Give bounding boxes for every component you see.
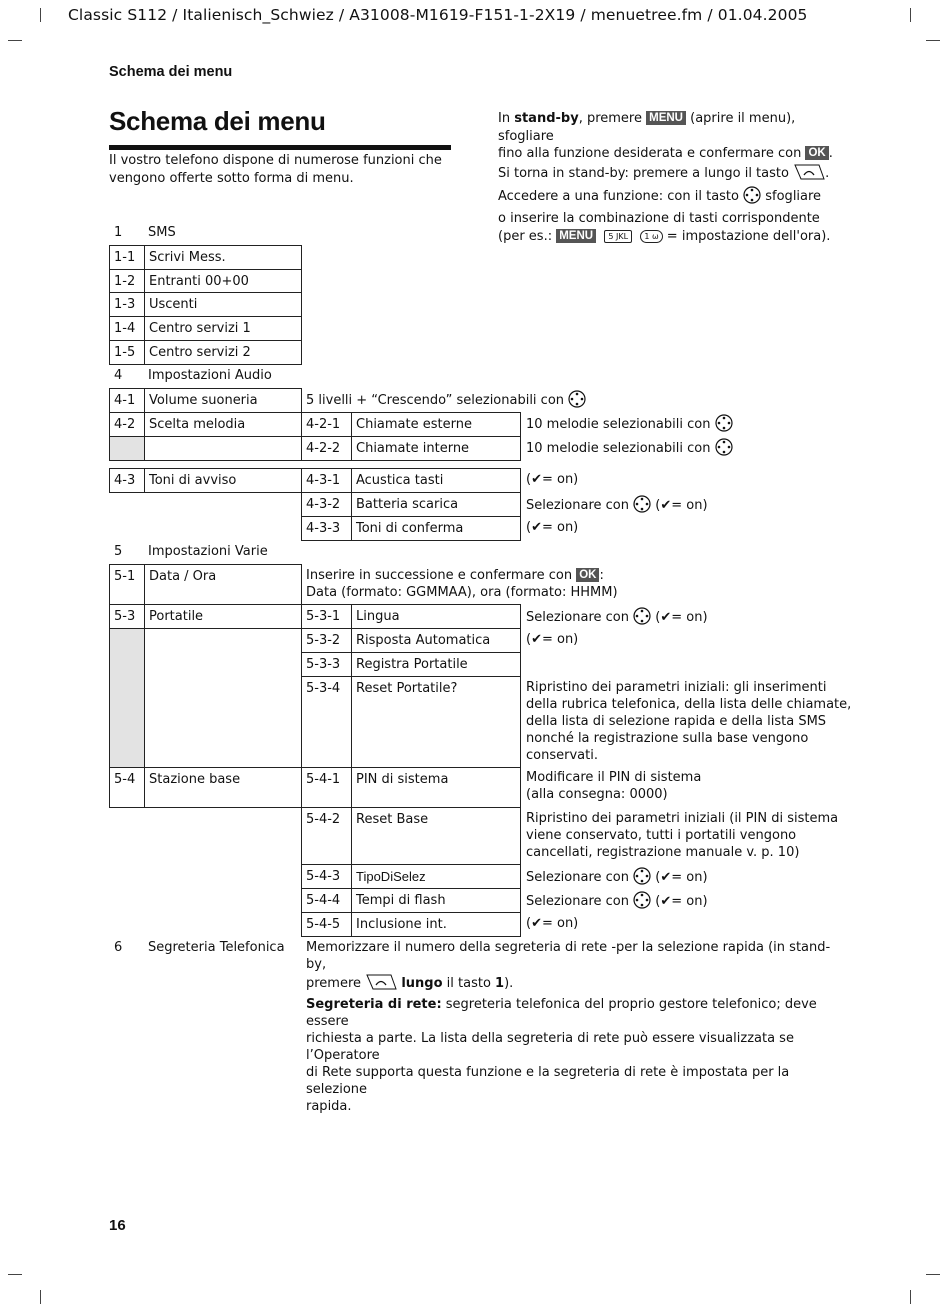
menu-number: 5-1 <box>109 564 145 605</box>
menu-item: Uscenti <box>144 292 302 317</box>
menu-number: 4 <box>114 368 123 383</box>
menu-number: 4-3-1 <box>301 468 352 493</box>
navigation-key-icon <box>568 390 586 413</box>
menu-item: Risposta Automatica <box>351 628 521 653</box>
menu-item: Batteria scarica <box>351 492 521 517</box>
menu-number: 5-3-3 <box>301 652 352 677</box>
menu-item: Portatile <box>144 604 302 629</box>
menu-number: 5-4-2 <box>301 807 352 865</box>
menu-item: Toni di avviso <box>144 468 302 493</box>
menu-number: 1-5 <box>109 340 145 365</box>
end-call-key-icon <box>793 163 825 187</box>
menu-item: Data / Ora <box>144 564 302 605</box>
navigation-key-icon <box>715 438 733 461</box>
navigation-key-icon <box>633 867 651 890</box>
menu-item: Chiamate esterne <box>351 412 521 437</box>
page-number: 16 <box>109 1217 126 1234</box>
menu-description: (✔= on) <box>526 632 579 647</box>
crop-mark <box>8 1274 22 1275</box>
menu-item: Acustica tasti <box>351 468 521 493</box>
title-rule <box>109 145 451 150</box>
ok-key-icon: OK <box>576 568 599 582</box>
menu-item: Volume suoneria <box>144 388 302 413</box>
menu-number: 5-4-4 <box>301 888 352 913</box>
document-header: Classic S112 / Italienisch_Schwiez / A31008-M1619-F151-1-2X19 / menuetree.fm / 01.04.2005 <box>68 6 808 24</box>
menu-number: 5-4-3 <box>301 864 352 889</box>
menu-description: Inserire in successione e confermare con OK : <box>306 568 604 583</box>
menu-spacer <box>109 436 145 461</box>
menu-description: Selezionare con (✔= on) <box>526 607 708 630</box>
crop-mark <box>910 1290 911 1304</box>
navigation-key-icon <box>633 891 651 914</box>
menu-item: Registra Portatile <box>351 652 521 677</box>
key-5-icon: 5 JKL <box>604 230 632 243</box>
menu-description: Selezionare con (✔= on) <box>526 495 708 518</box>
menu-number: 5-4-1 <box>301 767 352 808</box>
menu-description: Selezionare con (✔= on) <box>526 891 708 914</box>
crop-mark <box>40 8 41 22</box>
menu-item: Centro servizi 1 <box>144 316 302 341</box>
menu-number: 4-2-1 <box>301 412 352 437</box>
instructions: In stand-by, premere MENU (aprire il menu), sfogliare fino alla funzione desiderata e confermare con OK . Si torna in stand-by: premere a lungo il tasto . Accedere a una funzione: con il tasto sfogliare o inserire la combinazione di tasti corrispondente (per es.: MENU 5 JKL 1 ω = impostazione dell'ora). <box>498 111 833 244</box>
menu-label: Impostazioni Audio <box>148 368 272 383</box>
navigation-key-icon <box>715 414 733 437</box>
menu-item: Lingua <box>351 604 521 629</box>
menu-item: Reset Base <box>351 807 521 865</box>
menu-description: 5 livelli + “Crescendo” selezionabili con <box>306 390 586 413</box>
menu-description: Ripristino dei parametri iniziali: gli inserimenti della rubrica telefonica, della lista delle chiamate, della lista di selezione rapida e della lista SMS nonché la registrazione sulla base vengono conservati. <box>526 680 852 763</box>
menu-item: Scrivi Mess. <box>144 245 302 270</box>
crop-mark <box>910 8 911 22</box>
menu-number: 1-3 <box>109 292 145 317</box>
ok-key-icon: OK <box>805 146 828 160</box>
voicemail-description: Memorizzare il numero della segreteria di rete -per la selezione rapida (in stand-by, premere lungo il tasto 1). Segreteria di rete: segreteria telefonica del proprio gestore telefonico; deve essere richiesta a parte. La lista della segreteria di rete può essere visualizzata se l’Operatore di Rete supporta questa funzione e la segreteria di rete è impostata per la selezione rapida. <box>306 940 831 1114</box>
menu-item: Chiamate interne <box>351 436 521 461</box>
menu-item: TipoDiSelez <box>351 864 521 889</box>
menu-number: 4-3-2 <box>301 492 352 517</box>
navigation-key-icon <box>633 607 651 630</box>
navigation-key-icon <box>743 186 761 210</box>
menu-number: 4-1 <box>109 388 145 413</box>
menu-number: 1-1 <box>109 245 145 270</box>
menu-item: PIN di sistema <box>351 767 521 808</box>
menu-item: Tempi di flash <box>351 888 521 913</box>
menu-description: (✔= on) <box>526 472 579 487</box>
menu-key-icon: MENU <box>556 229 596 243</box>
menu-number: 4-3 <box>109 468 145 493</box>
menu-description: Ripristino dei parametri iniziali (il PIN di sistema viene conservato, tutti i portatili vengono cancellati, registrazione manuale v. p. 10) <box>526 811 839 860</box>
menu-number: 5-3-2 <box>301 628 352 653</box>
menu-number: 5-3-4 <box>301 676 352 768</box>
navigation-key-icon <box>633 495 651 518</box>
menu-description: 10 melodie selezionabili con <box>526 414 733 437</box>
menu-item: Entranti 00+00 <box>144 269 302 293</box>
menu-label: Segreteria Telefonica <box>148 940 285 955</box>
menu-description: 10 melodie selezionabili con <box>526 438 733 461</box>
menu-item: Reset Portatile? <box>351 676 521 768</box>
menu-description: Data (formato: GGMMAA), ora (formato: HHMM) <box>306 585 618 600</box>
menu-number: 4-2-2 <box>301 436 352 461</box>
menu-label: Impostazioni Varie <box>148 544 268 559</box>
menu-item: Scelta melodia <box>144 412 302 437</box>
menu-number: 1 <box>114 225 123 240</box>
crop-mark <box>40 1290 41 1304</box>
intro-text: Il vostro telefono dispone di numerose funzioni che vengono offerte sotto forma di menu. <box>109 153 442 186</box>
menu-item: Centro servizi 2 <box>144 340 302 365</box>
menu-number: 1-4 <box>109 316 145 341</box>
menu-number: 4-3-3 <box>301 516 352 541</box>
menu-description: (✔= on) <box>526 520 579 535</box>
menu-number: 1-2 <box>109 269 145 293</box>
menu-description: Selezionare con (✔= on) <box>526 867 708 890</box>
menu-number: 5-3 <box>109 604 145 629</box>
menu-description: Modificare il PIN di sistema (alla consegna: 0000) <box>526 770 702 802</box>
menu-item: Toni di conferma <box>351 516 521 541</box>
menu-number: 5-3-1 <box>301 604 352 629</box>
crop-mark <box>926 1274 940 1275</box>
key-1-icon: 1 ω <box>640 230 662 243</box>
menu-item: Inclusione int. <box>351 912 521 937</box>
menu-label: SMS <box>148 225 176 240</box>
menu-spacer <box>109 628 145 768</box>
menu-key-icon: MENU <box>646 111 686 125</box>
menu-number: 6 <box>114 940 123 955</box>
menu-spacer <box>144 436 302 461</box>
crop-mark <box>8 40 22 41</box>
section-label: Schema dei menu <box>109 64 233 80</box>
menu-number: 4-2 <box>109 412 145 437</box>
menu-number: 5-4-5 <box>301 912 352 937</box>
end-call-key-icon <box>365 973 397 996</box>
menu-number: 5-4 <box>109 767 145 808</box>
menu-spacer <box>144 628 302 768</box>
menu-description: (✔= on) <box>526 916 579 931</box>
page-title: Schema dei menu <box>109 106 326 136</box>
crop-mark <box>926 40 940 41</box>
menu-item: Stazione base <box>144 767 302 808</box>
menu-number: 5 <box>114 544 123 559</box>
